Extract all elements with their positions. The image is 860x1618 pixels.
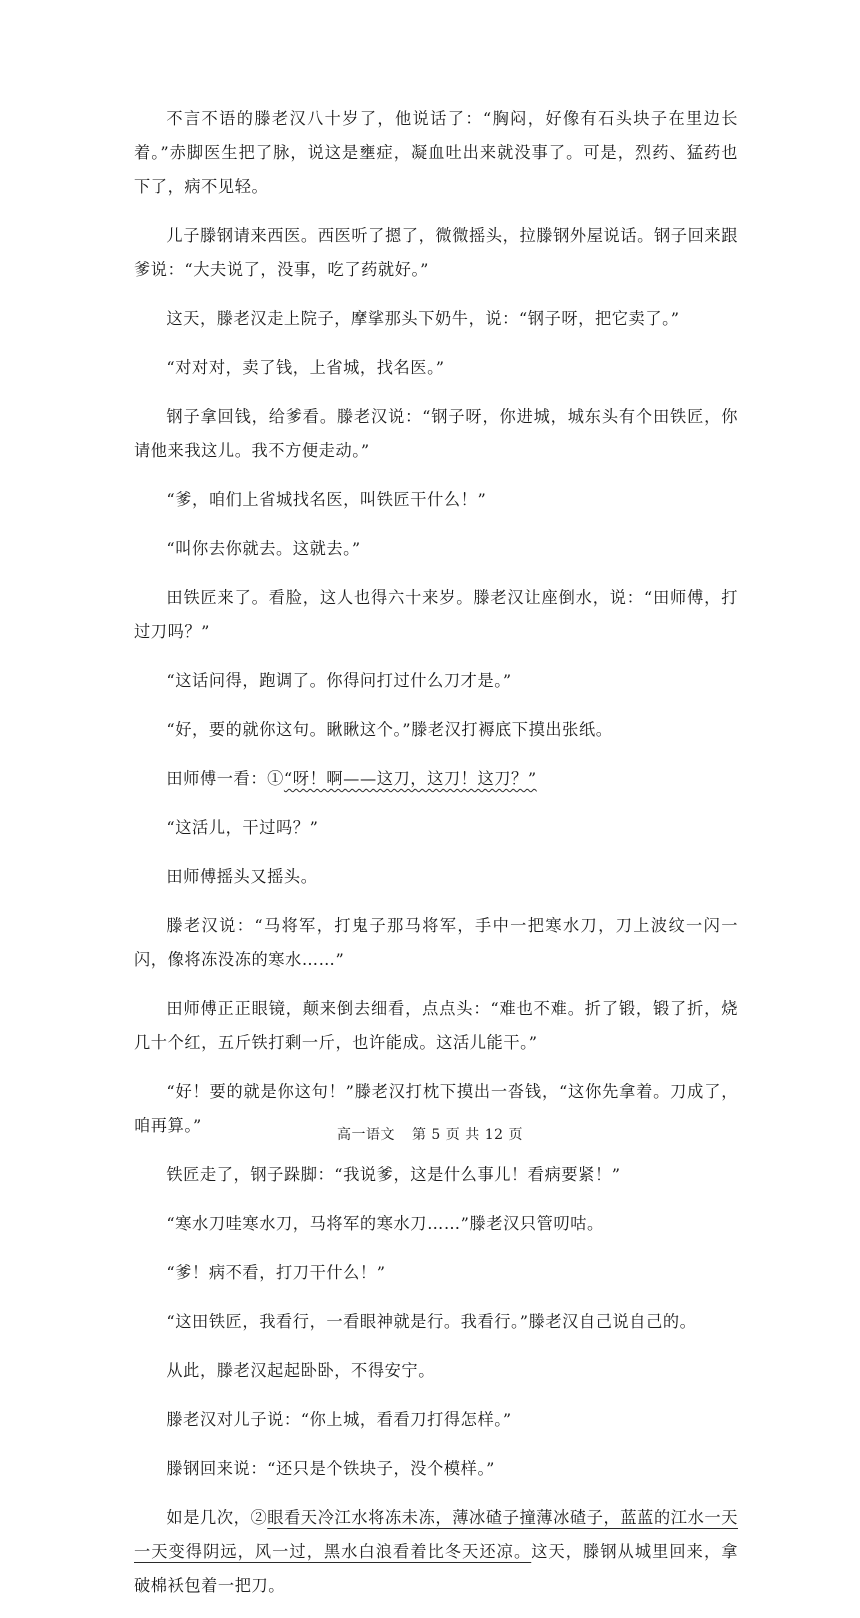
paragraph: 钢子拿回钱，给爹看。滕老汉说：“钢子呀，你进城，城东头有个田铁匠，你请他来我这儿。我不方便走动。” <box>134 407 738 460</box>
paragraph: 滕老汉对儿子说：“你上城，看看刀打得怎样。” <box>166 1410 512 1429</box>
paragraph-with-note-1 <box>134 762 738 796</box>
paragraph: “爹！病不看，打刀干什么！” <box>166 1263 386 1282</box>
paragraph: 田铁匠来了。看脸，这人也得六十来岁。滕老汉让座倒水，说：“田师傅，打过刀吗？” <box>134 588 738 641</box>
note-1-marker: ① <box>267 769 284 788</box>
paragraph: “好！要的就是你这句！”滕老汉打枕下摸出一沓钱，“这你先拿着。刀成了，咱再算。” <box>134 1082 738 1135</box>
footer-page-number: 第 5 页 共 12 页 <box>411 1127 523 1143</box>
paragraph: 滕老汉说：“马将军，打鬼子那马将军，手中一把寒水刀，刀上波纹一闪一闪，像将冻没冻的寒水……” <box>134 916 738 969</box>
article-body <box>134 102 738 1618</box>
paragraph: 铁匠走了，钢子跺脚：“我说爹，这是什么事儿！看病要紧！” <box>166 1165 621 1184</box>
paragraph: 不言不语的滕老汉八十岁了，他说话了：“胸闷，好像有石头块子在里边长着。”赤脚医生把了脉，说这是壅症，凝血吐出来就没事了。可是，烈药、猛药也下了，病不见轻。 <box>134 109 738 196</box>
paragraph: 田师傅摇头又摇头。 <box>166 867 318 886</box>
note-2-marker: ② <box>250 1508 268 1527</box>
paragraph: “叫你去你就去。这就去。” <box>166 539 361 558</box>
paragraph: “寒水刀哇寒水刀，马将军的寒水刀……”滕老汉只管叨咕。 <box>166 1214 604 1233</box>
paragraph: “爹，咱们上省城找名医，叫铁匠干什么！” <box>166 490 487 509</box>
paragraph-lead: 如是几次， <box>166 1508 251 1527</box>
paragraph: “好，要的就你这句。瞅瞅这个。”滕老汉打褥底下摸出张纸。 <box>166 720 613 739</box>
paragraph: “对对对，卖了钱，上省城，找名医。” <box>166 358 445 377</box>
note-1-underlined-text: “呀！啊——这刀，这刀！这刀？” <box>283 769 537 788</box>
paragraph-with-note-2 <box>134 1501 738 1603</box>
paragraph: “这活儿，干过吗？” <box>166 818 319 837</box>
page-footer <box>0 1124 860 1144</box>
footer-subject: 高一语文 <box>337 1127 396 1143</box>
paragraph: 滕钢回来说：“还只是个铁块子，没个模样。” <box>166 1459 496 1478</box>
paragraph: 儿子滕钢请来西医。西医听了摁了，微微摇头，拉滕钢外屋说话。钢子回来跟爹说：“大夫说了，没事，吃了药就好。” <box>134 226 738 279</box>
note-2-underlined-text: 眼看天冷江水将冻未冻，薄冰碴子撞薄冰碴子，蓝蓝的江水一天一天变得阴远，风一过，黑水白浪看着比冬天还凉。 <box>134 1508 738 1561</box>
paragraph: 从此，滕老汉起起卧卧，不得安宁。 <box>166 1361 435 1380</box>
paragraph: “这话问得，跑调了。你得问打过什么刀才是。” <box>166 671 512 690</box>
paragraph: 田师傅正正眼镜，颠来倒去细看，点点头：“难也不难。折了锻，锻了折，烧几十个红，五斤铁打剩一斤，也许能成。这活儿能干。” <box>134 999 738 1052</box>
paragraph-tail: 这天，滕钢从城里回来，拿破棉袄包着一把刀。 <box>134 1542 738 1595</box>
paragraph: “这田铁匠，我看行，一看眼神就是行。我看行。”滕老汉自己说自己的。 <box>166 1312 697 1331</box>
paragraph: 这天，滕老汉走上院子，摩挲那头下奶牛，说：“钢子呀，把它卖了。” <box>166 309 680 328</box>
paragraph-lead: 田师傅一看： <box>166 769 268 788</box>
